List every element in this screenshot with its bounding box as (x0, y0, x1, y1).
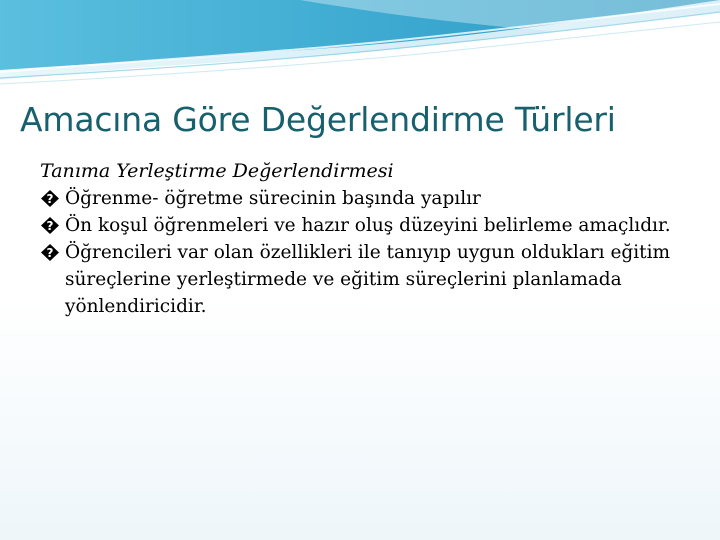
list-item (40, 239, 700, 320)
list-item-text: Öğrenme- öğretme sürecinin başında yapılır (65, 188, 481, 209)
section-subheading: Tanıma Yerleştirme Değerlendirmesi (40, 160, 394, 182)
replacement-character-icon (40, 189, 60, 208)
list-item-text: Öğrencileri var olan özellikleri ile tanıyıp uygun oldukları eğitim süreçlerine yerleştirmede ve eğitim süreçlerini planlamada yönlendiricidir. (65, 242, 671, 317)
replacement-character-icon (40, 243, 60, 262)
slide-content (40, 158, 700, 320)
bullet-list (40, 185, 700, 320)
svg-text:?: ? (46, 192, 54, 206)
list-item (40, 212, 700, 239)
slide-title: Amacına Göre Değerlendirme Türleri (20, 100, 616, 139)
list-item (40, 185, 700, 212)
replacement-character-icon (40, 216, 60, 235)
list-item-text: Ön koşul öğrenmeleri ve hazır oluş düzeyini belirleme amaçlıdır. (65, 215, 671, 236)
svg-text:?: ? (46, 219, 54, 233)
svg-text:?: ? (46, 246, 54, 260)
